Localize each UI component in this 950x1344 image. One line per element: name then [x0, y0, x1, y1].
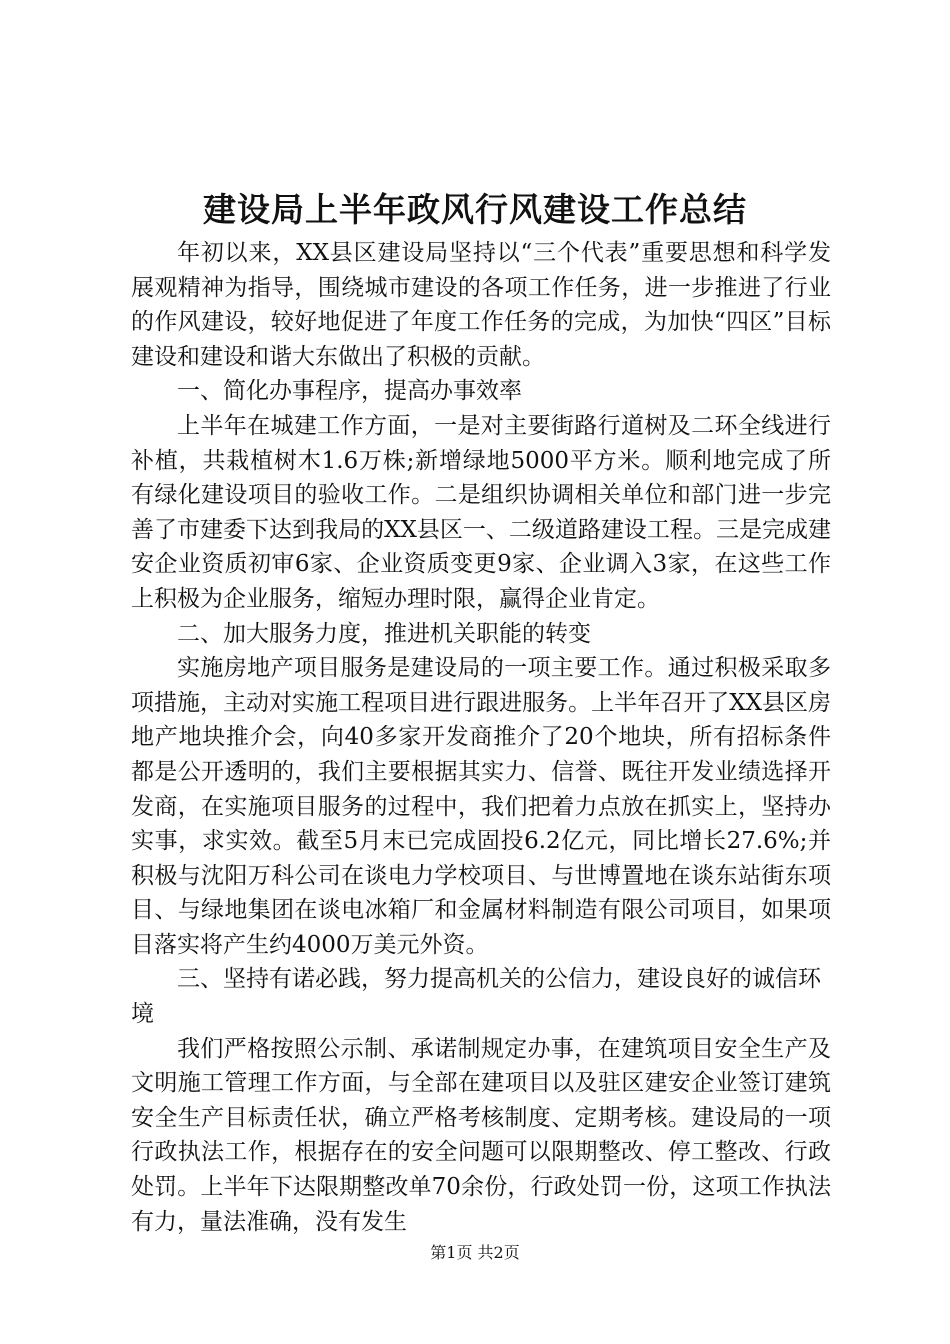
section-3-paragraph: 我们严格按照公示制、承诺制规定办事，在建筑项目安全生产及文明施工管理工作方面，与全部在建项目以及驻区建安企业签订建筑安全生产目标责任状，确立严格考核制度、定期考核。建设局的一项行政执法工作，根据存在的安全问题可以限期整改、停工整改、行政处罚。上半年下达限期整改单70余份，行政处罚一份，这项工作执法有力，量法准确，没有发生 [131, 1035, 831, 1235]
document-title: 建设局上半年政风行风建设工作总结 [203, 190, 747, 229]
document-body [131, 236, 831, 1239]
section-heading-3: 三、坚持有诺必践，努力提高机关的公信力，建设良好的诚信环境 [131, 966, 821, 1028]
section-heading-2: 二、加大服务力度，推进机关职能的转变 [177, 620, 591, 647]
page-footer: 第1页 共2页 [430, 1243, 520, 1262]
section-heading-1: 一、简化办事程序，提高办事效率 [177, 378, 522, 405]
section-1-paragraph: 上半年在城建工作方面，一是对主要街路行道树及二环全线进行补植，共栽植树木1.6万株;新增绿地5000平方米。顺利地完成了所有绿化建设项目的验收工作。二是组织协调相关单位和部门进一步完善了市建委下达到我局的XX县区一、二级道路建设工程。三是完成建安企业资质初审6家、企业资质变更9家、企业调入3家，在这些工作上积极为企业服务，缩短办理时限，赢得企业肯定。 [131, 412, 831, 612]
section-2-paragraph: 实施房地产项目服务是建设局的一项主要工作。通过积极采取多项措施，主动对实施工程项目进行跟进服务。上半年召开了XX县区房地产地块推介会，向40多家开发商推介了20个地块，所有招标条件都是公开透明的，我们主要根据其实力、信誉、既往开发业绩选择开发商，在实施项目服务的过程中，我们把着力点放在抓实上，坚持办实事，求实效。截至5月末已完成固投6.2亿元，同比增长27.6%;并积极与沈阳万科公司在谈电力学校项目、与世博置地在谈东站街东项目、与绿地集团在谈电冰箱厂和金属材料制造有限公司项目，如果项目落实将产生约4000万美元外资。 [131, 655, 831, 958]
intro-paragraph: 年初以来，XX县区建设局坚持以“三个代表”重要思想和科学发展观精神为指导，围绕城市建设的各项工作任务，进一步推进了行业的作风建设，较好地促进了年度工作任务的完成，为加快“四区”目标建设和建设和谐大东做出了积极的贡献。 [131, 240, 831, 370]
